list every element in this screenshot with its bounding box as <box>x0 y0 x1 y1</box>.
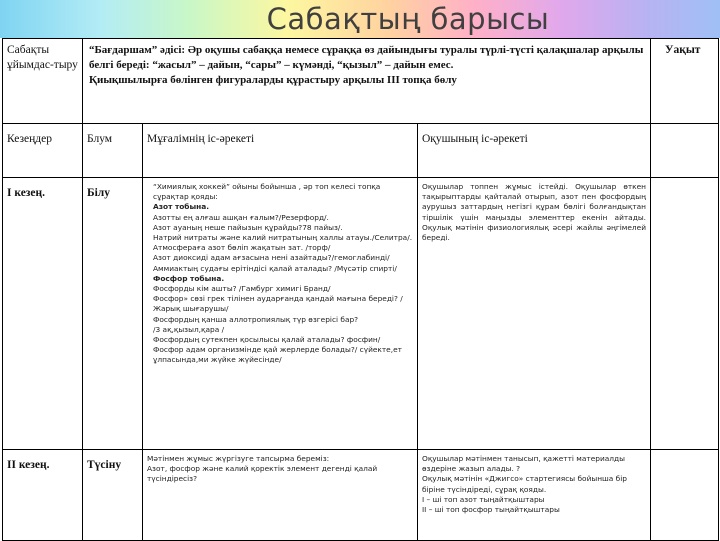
activity-line: Азот диоксиді адам ағзасына нені азайтады?/гемоглабинді/ <box>153 253 390 263</box>
col-student-header: Оқушының іс-әрекеті <box>422 133 528 145</box>
activity-line: Азот ауаның неше пайызын құрайды?78 пайыз/. <box>153 222 343 232</box>
col-teacher-header: Мұғалімнің іс-әрекеті <box>147 133 255 145</box>
row2-student-cell <box>418 450 651 541</box>
activity-line: Фосфордың қанша аллотропиялық түр өзгерісі бар? <box>153 314 359 324</box>
row1-student-cell <box>418 178 651 450</box>
row1-time-empty <box>651 178 719 450</box>
row1-teacher-cell <box>143 178 418 450</box>
page-title: Сабақтың барысы <box>266 2 550 36</box>
activity-line: Азот, фосфор және калий қоректік элемент дегенді қалай түсіндіресіз? <box>147 464 378 484</box>
activity-line: Азотты ең алғаш ашқан ғалым?/Резерфорд/. <box>153 212 329 222</box>
row2-student-activity <box>418 450 650 515</box>
activity-line: Атмосфераға азот бөліп жақатын зат. /торф/ <box>153 243 331 253</box>
activity-line: /3 ақ,қызыл,қара / <box>153 324 225 334</box>
activity-line: І – ші топ азот тыңайтқыштары <box>422 494 545 504</box>
activity-line: “Химиялық хоккей” ойыны бойынша , әр топ келесі топқа сұрақтар қояды: <box>153 182 381 202</box>
header-intro-cell <box>83 39 651 124</box>
header-row <box>3 39 719 124</box>
row2-teacher-cell <box>143 450 418 541</box>
row1-teacher-activity <box>143 178 417 366</box>
activity-line: Мәтінмен жұмыс жүргізуге тапсырма береміз: <box>147 454 330 463</box>
activity-line: Фосфор» сөзі грек тілінен аударғанда қандай мағына береді? /Жарық шығарушы/ <box>153 294 403 314</box>
column-header-row <box>3 124 719 178</box>
row1-stage: I кезең. <box>7 187 46 199</box>
table-row <box>3 178 719 450</box>
activity-line: ІІ – ші топ фосфор тыңайтқыштары <box>422 505 560 515</box>
activity-line: Фосфор адам организмінде қай жерлерде болады?/ сүйекте,ет ұлпасында,ми жүйке жүйесінде/ <box>153 345 402 365</box>
col-blum-header: Блум <box>87 133 113 145</box>
row1-blum: Білу <box>87 187 110 199</box>
header-time-label: Уақыт <box>665 44 701 56</box>
header-stage-label: Сабақты ұйымдас-тыру <box>7 44 78 71</box>
activity-line: Фосфорды кім ашты? /Гамбург химигі Бранд/ <box>153 284 331 294</box>
activity-line: Натрий нитраты және калий нитратының халлы атауы./Селитра/. <box>153 233 413 243</box>
row2-stage: II кезең. <box>7 459 50 471</box>
row1-student-activity: Оқушылар топпен жұмыс істейді. Оқушылар өткен тақырыптарды қайталай отырып, азот пен фосфордың аурушыз заттардың негізгі құрам бөлігі болғандықтан тіршілік үшін маңызды элементтер екенін айтады. Оқулық мәтінін физиологиялық әсері жайлы әңгімелей береді. <box>422 182 647 243</box>
intro-line-2: Қиықшылырға бөлінген фигураларды құрастыру арқылы ІІІ топқа бөлу <box>89 74 457 86</box>
activity-line: Оқушылар мәтінмен танысып, қажетті материалды өздеріне жазып алады. ? <box>422 454 625 474</box>
activity-line: Оқулық мәтінін «Джигсо» стартегиясы бойынша бір біріне түсіндіреді, сұрақ қояды. <box>422 474 627 494</box>
lesson-table <box>2 38 719 541</box>
header-time-cell <box>651 39 719 124</box>
row2-teacher-activity <box>143 450 417 485</box>
col-time-header-empty <box>651 124 719 178</box>
row2-blum: Түсіну <box>87 459 122 471</box>
activity-line: Аммиактың судағы ерітіндісі қалай аталады? /Мүсәтір спирті/ <box>153 263 397 273</box>
activity-line: Фосфордың сутекпен қосылысы қалай аталады? фосфин/ <box>153 335 381 345</box>
row2-time-empty <box>651 450 719 541</box>
activity-line: Азот тобына. <box>153 202 210 212</box>
col-stage-header: Кезеңдер <box>7 133 52 145</box>
intro-line-1: “Бағдаршам” әдісі: Әр оқушы сабаққа немесе сұраққа өз дайындығы туралы түрлі-түсті қалақшалар арқылы белгі береді: “жасыл” – дайын, “сары” – күмәнді, “қызыл” – дайын емес. <box>89 44 644 71</box>
activity-line: Фосфор тобына. <box>153 273 225 283</box>
header-stage-cell <box>3 39 83 124</box>
table-row <box>3 450 719 541</box>
